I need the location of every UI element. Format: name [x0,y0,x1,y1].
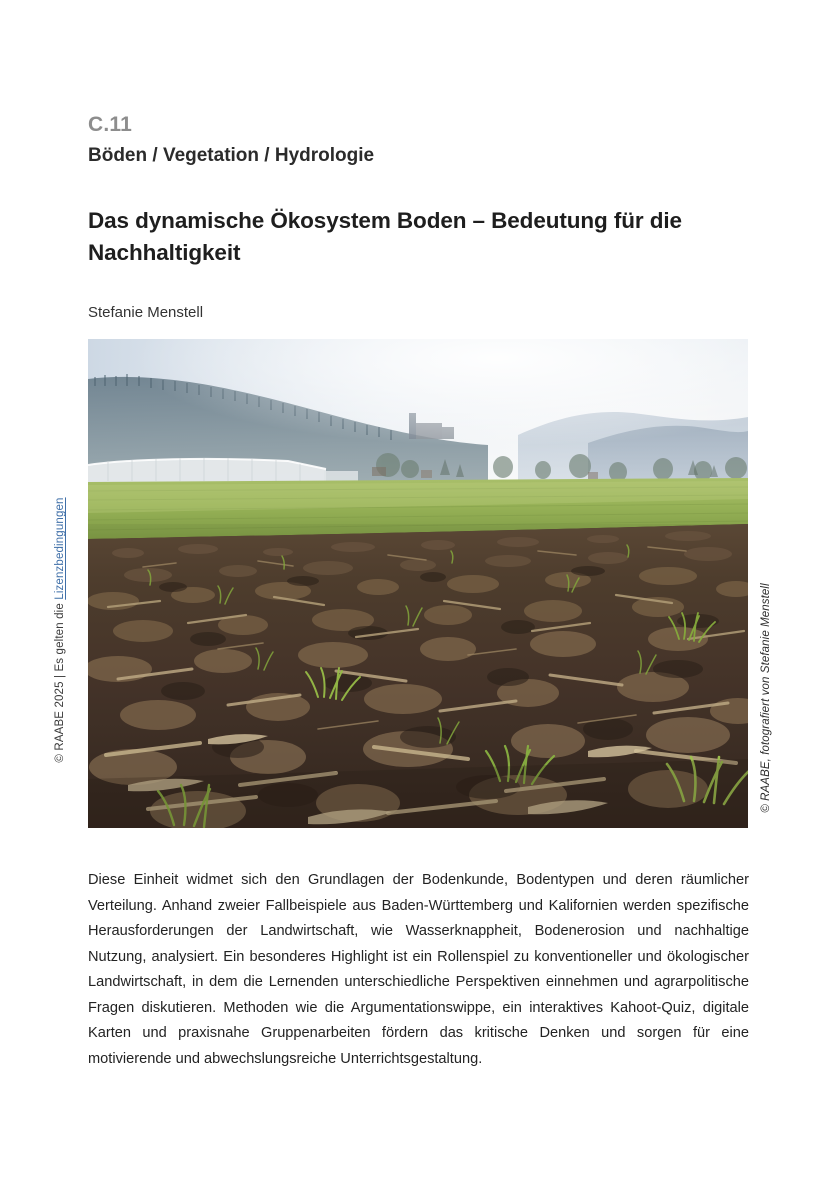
document-header [88,112,688,168]
copyright-prefix: © RAABE 2025 | Es gelten die [54,599,66,763]
right-margin-photo-credit [755,548,777,848]
license-terms-link[interactable]: Lizenzbedingungen [54,497,66,600]
chapter-topic: Böden / Vegetation / Hydrologie [88,145,375,167]
page-title: Das dynamische Ökosystem Boden – Bedeutung für die Nachhaltigkeit [88,208,682,266]
chapter-code: C.11 [88,113,132,136]
copyright-notice [54,497,66,762]
cover-photograph [88,339,748,828]
left-margin-copyright [49,480,71,780]
summary-paragraph: Diese Einheit widmet sich den Grundlagen der Bodenkunde, Bodentypen und deren räumlicher Verteilung. Anhand zweier Fallbeispiele aus Baden-Württemberg und Kalifornien werden spezifische Herausforderungen der Landwirtschaft, wie Wasserknappheit, Bodenerosion und nachhaltige Nutzung, analysiert. Ein besonderes Highlight ist ein Rollenspiel zu konventioneller und ökologischer Landwirtschaft, in dem die Lernenden unterschiedliche Perspektiven einnehmen und agrarpolitische Fragen diskutieren. Methoden wie die Argumentationswippe, ein interaktives Kahoot-Quiz, digitale Karten und praxisnahe Gruppenarbeiten fördern das kritische Denken und sorgen für eine motivierende und abwechslungsreiche Unterrichtsgestaltung. [88,872,749,1067]
photo-credit-text: © RAABE, fotografiert von Stefanie Menstell [760,583,772,813]
photograph-illustration [88,339,748,828]
author-name: Stefanie Menstell [88,304,204,321]
